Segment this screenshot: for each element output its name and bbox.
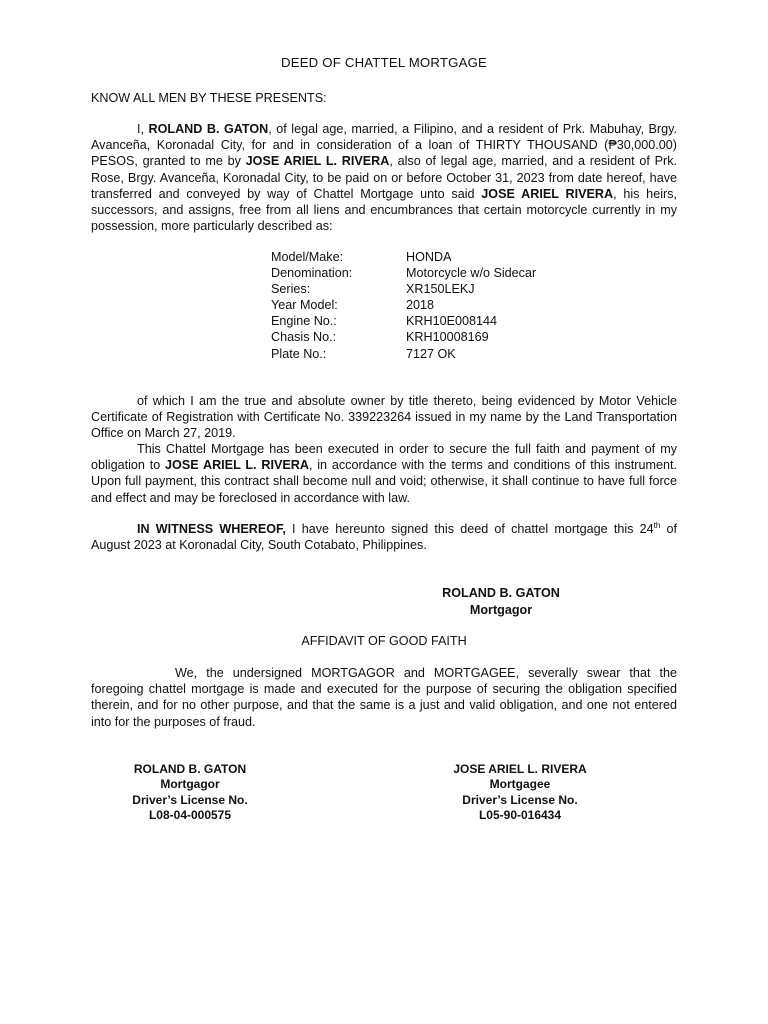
mortgagee-name-short: JOSE ARIEL RIVERA [481, 186, 614, 201]
mortgagor-name: ROLAND B. GATON [148, 122, 269, 136]
signatory-role: Mortgagor [160, 777, 220, 792]
text-fragment: , of legal age, married, a Filipino, and a resident of Prk. Mabuhay, Brgy. Avanceña, Koronadal City, for and in consideration of a loan of THIRTY THOUSAND (₱30,000.00) PESOS, granted to me by [91, 122, 677, 169]
signatory-name: ROLAND B. GATON [442, 586, 560, 600]
mortgagee-name: JOSE ARIEL L. RIVERA [165, 458, 309, 473]
spec-value: Motorcycle w/o Sidecar [406, 266, 537, 281]
spec-row [271, 313, 591, 329]
spec-label: Series: [271, 282, 311, 297]
intro-line: KNOW ALL MEN BY THESE PRESENTS: [91, 91, 327, 105]
mortgagee-name: JOSE ARIEL L. RIVERA [245, 154, 390, 169]
text-fragment: I have hereunto signed this deed of chattel mortgage this 24 [285, 522, 654, 536]
signatory-block-mortgagee [440, 762, 600, 823]
spec-label: Chasis No.: [271, 330, 337, 345]
text-fragment: , in accordance with the terms and conditions of this instrument. Upon full payment, this contract shall become null and void; otherwise, it shall continue to have full force and effect and may be foreclosed in accordance with law. [91, 458, 677, 505]
spec-row [271, 249, 591, 265]
spec-row [271, 281, 591, 297]
text-fragment: , also of legal age, married, and a resident of Prk. Rose, Brgy. Avanceña, Koronadal City, to be paid on or before October 31, 2023 from date hereof, have transferred and conveyed by way of Chattel Mortgage unto said [91, 154, 677, 201]
paragraph-obligation [91, 441, 677, 506]
license-number: L05-90-016434 [478, 807, 562, 822]
vehicle-specs-table [271, 249, 591, 362]
signatory-role: Mortgagor [469, 603, 533, 617]
spec-label: Plate No.: [271, 346, 327, 361]
license-label: Driver’s License No. [462, 792, 578, 807]
spec-value: HONDA [406, 250, 452, 264]
signatory-block-mortgagor [110, 762, 270, 823]
spec-value: KRH10E008144 [406, 314, 498, 329]
spec-value: 7127 OK [406, 346, 456, 361]
spec-row [271, 265, 591, 281]
license-number: L08-04-000575 [148, 807, 232, 822]
document-title: DEED OF CHATTEL MORTGAGE [280, 55, 488, 70]
spec-label: Year Model: [271, 298, 338, 313]
mortgagor-signature-block [411, 585, 591, 619]
spec-row [271, 346, 591, 362]
affidavit-title: AFFIDAVIT OF GOOD FAITH [301, 634, 467, 648]
spec-row [271, 297, 591, 313]
text-fragment: of August 2023 at Koronadal City, South Cotabato, Philippines. [91, 522, 677, 553]
license-label: Driver’s License No. [132, 792, 248, 807]
text-fragment: I, [137, 122, 149, 136]
paragraph-witness [91, 521, 677, 553]
spec-label: Model/Make: [271, 250, 344, 264]
spec-value: KRH10008169 [406, 330, 489, 345]
paragraph-conveyance [91, 121, 677, 234]
spec-row [271, 329, 591, 345]
spec-value: XR150LEKJ [406, 282, 475, 297]
witness-lead: IN WITNESS WHEREOF, [137, 522, 286, 536]
paragraph-affidavit: We, the undersigned MORTGAGOR and MORTGAGEE, severally swear that the foregoing chattel mortgage is made and executed for the purpose of securing the obligation specified therein, and for no other purpose, and that the same is a just and valid obligation, and one not entered into for the purposes of fraud. [91, 666, 677, 729]
spec-value: 2018 [406, 298, 435, 313]
signatory-name: JOSE ARIEL L. RIVERA [453, 762, 587, 776]
text-fragment: This Chattel Mortgage has been executed in order to secure the full faith and payment of my obligation to [91, 442, 677, 473]
text-fragment: , his heirs, successors, and assigns, free from all liens and encumbrances that certain motorcycle currently in my possession, more particularly described as: [91, 186, 677, 234]
signatory-role: Mortgagee [489, 777, 551, 792]
spec-label: Denomination: [271, 266, 353, 281]
signatory-name: ROLAND B. GATON [133, 762, 247, 776]
ordinal-suffix: th [653, 520, 661, 530]
spec-label: Engine No.: [271, 314, 337, 329]
paragraph-ownership: of which I am the true and absolute owner by title thereto, being evidenced by Motor Vehicle Certificate of Registration with Certificate No. 339223264 issued in my name by the Land Transportation Office on March 27, 2019. [91, 394, 677, 441]
